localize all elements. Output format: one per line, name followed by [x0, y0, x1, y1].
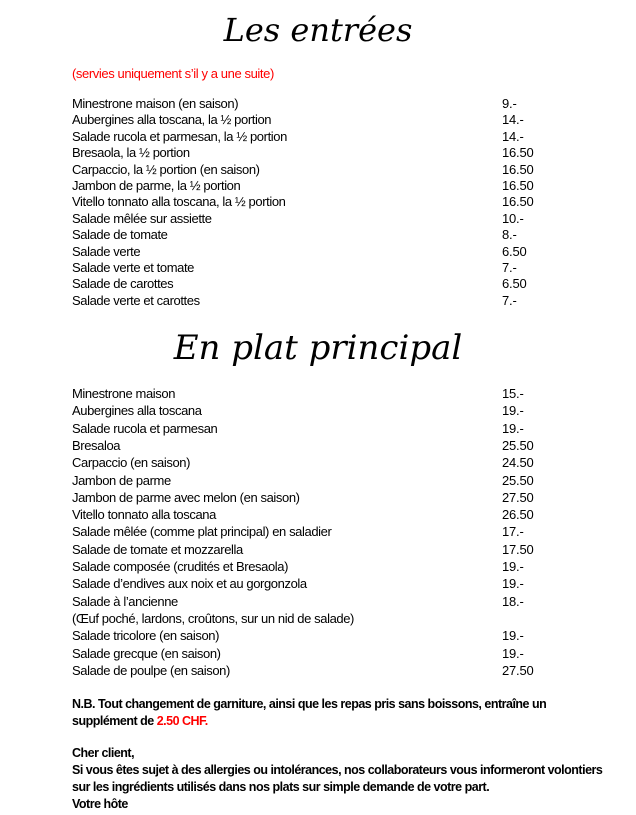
item-price: 15.-: [502, 386, 524, 402]
availability-note: (servies uniquement s’il y a une suite): [72, 66, 274, 81]
item-price: 19.-: [502, 403, 524, 419]
item-name: Salade verte et tomate: [72, 259, 194, 275]
nb-note: [72, 696, 596, 730]
menu-item-row: [72, 472, 586, 489]
menu-item-row: [72, 420, 586, 437]
section-title-entrees: Les entrées: [223, 11, 413, 49]
item-name: Salade grecque (en saison): [72, 645, 221, 661]
item-name: Salade de tomate: [72, 227, 168, 243]
item-name: Jambon de parme, la ½ portion: [72, 177, 241, 193]
item-price: 16.50: [502, 177, 534, 193]
menu-item-row: [72, 211, 586, 227]
item-price: 17.50: [502, 541, 534, 557]
item-price: 25.50: [502, 472, 534, 488]
menu-item-row: [72, 454, 586, 471]
item-name: Salade tricolore (en saison): [72, 628, 220, 644]
item-price: 24.50: [502, 455, 534, 471]
item-name: Salade composée (crudités et Bresaola): [72, 559, 289, 575]
item-price: 19.-: [502, 559, 524, 575]
item-price: 6.50: [502, 276, 527, 292]
item-price: 19.-: [502, 576, 524, 592]
closing-line-allergies-1: Si vous êtes sujet à des allergies ou intolérances, nos collaborateurs vous informeront volontiers: [72, 763, 603, 778]
menu-item-row: [72, 575, 586, 592]
menu-item-row: [72, 178, 586, 194]
item-name: Carpaccio (en saison): [72, 455, 191, 471]
item-name: Carpaccio, la ½ portion (en saison): [72, 161, 260, 177]
menu-item-row: [72, 662, 586, 679]
item-name: Bresaola, la ½ portion: [72, 145, 190, 161]
menu-item-row: [72, 194, 586, 210]
item-price: 19.-: [502, 420, 524, 436]
menu-item-row: [72, 162, 586, 178]
item-name: Salade d’endives aux noix et au gorgonzola: [72, 576, 307, 592]
menu-item-row: [72, 437, 586, 454]
item-price: 10.-: [502, 210, 524, 226]
item-price: 16.50: [502, 145, 534, 161]
menu-list-entrees: [72, 96, 586, 309]
closing-line-signature: Votre hôte: [72, 797, 128, 812]
menu-item-row: [72, 523, 586, 540]
item-price: 8.-: [502, 227, 517, 243]
menu-item-row: [72, 593, 586, 610]
menu-item-row: [72, 558, 586, 575]
item-name: Salade mêlée sur assiette: [72, 210, 212, 226]
menu-item-row: [72, 96, 586, 112]
menu-item-row: [72, 145, 586, 161]
item-name: Salade de carottes: [72, 276, 174, 292]
item-price: 26.50: [502, 507, 534, 523]
item-price: 7.-: [502, 259, 517, 275]
item-name: Salade rucola et parmesan: [72, 420, 218, 436]
item-price: 17.-: [502, 524, 524, 540]
item-name: Minestrone maison: [72, 386, 176, 402]
menu-item-row: [72, 506, 586, 523]
item-name: Vitello tonnato alla toscana: [72, 507, 216, 523]
item-name: Minestrone maison (en saison): [72, 96, 239, 111]
item-name: Vitello tonnato alla toscana, la ½ portion: [72, 194, 286, 210]
menu-list-plat-principal: [72, 385, 586, 679]
closing-message: [72, 745, 603, 813]
item-name: Salade verte et carottes: [72, 292, 200, 308]
nb-note-supplement-amount: 2.50 CHF.: [156, 714, 208, 729]
item-price: 19.-: [502, 628, 524, 644]
item-name: Jambon de parme: [72, 472, 171, 488]
menu-item-row: [72, 227, 586, 243]
menu-item-row: [72, 645, 586, 662]
menu-item-row: [72, 385, 586, 402]
menu-item-row: [72, 244, 586, 260]
item-name: Salade de poulpe (en saison): [72, 662, 230, 678]
menu-item-row: [72, 129, 586, 145]
menu-item-row: [72, 489, 586, 506]
item-price: 27.50: [502, 662, 534, 678]
menu-item-row: [72, 112, 586, 128]
item-price: 19.-: [502, 645, 524, 661]
item-price: 25.50: [502, 437, 534, 453]
item-price: 18.-: [502, 593, 524, 609]
item-name: Aubergines alla toscana: [72, 403, 202, 419]
item-price: 9.-: [502, 96, 517, 111]
menu-item-row: [72, 627, 586, 644]
footer: [72, 696, 603, 813]
item-price: 14.-: [502, 128, 524, 144]
item-name: Salade verte: [72, 243, 141, 259]
item-name: Salade à l’ancienne: [72, 593, 178, 609]
menu-item-row: [72, 402, 586, 419]
menu-item-row: [72, 260, 586, 276]
section-title-plat-principal: En plat principal: [173, 328, 463, 369]
menu-item-row: [72, 610, 586, 627]
item-price: 14.-: [502, 112, 524, 128]
item-price: 16.50: [502, 161, 534, 177]
closing-line-salutation: Cher client,: [72, 746, 135, 761]
item-price: 16.50: [502, 194, 534, 210]
menu-item-row: [72, 276, 586, 292]
item-name: Bresaloa: [72, 437, 121, 453]
item-name: Salade mêlée (comme plat principal) en saladier: [72, 524, 332, 540]
item-price: 7.-: [502, 292, 517, 308]
item-price: 6.50: [502, 243, 527, 259]
menu-item-row: [72, 293, 586, 309]
closing-line-allergies-2: sur les ingrédients utilisés dans nos plats sur simple demande de votre part.: [72, 780, 490, 795]
item-name: Aubergines alla toscana, la ½ portion: [72, 112, 272, 128]
nb-note-line2-prefix: supplément de: [72, 714, 157, 729]
item-name: Salade de tomate et mozzarella: [72, 541, 243, 557]
item-name: Salade rucola et parmesan, la ½ portion: [72, 128, 287, 144]
item-name: (Œuf poché, lardons, croûtons, sur un nid de salade): [72, 610, 354, 626]
menu-item-row: [72, 541, 586, 558]
nb-note-line1: N.B. Tout changement de garniture, ainsi que les repas pris sans boissons, entraîne un: [72, 697, 547, 712]
item-price: 27.50: [502, 489, 534, 505]
item-name: Jambon de parme avec melon (en saison): [72, 489, 300, 505]
